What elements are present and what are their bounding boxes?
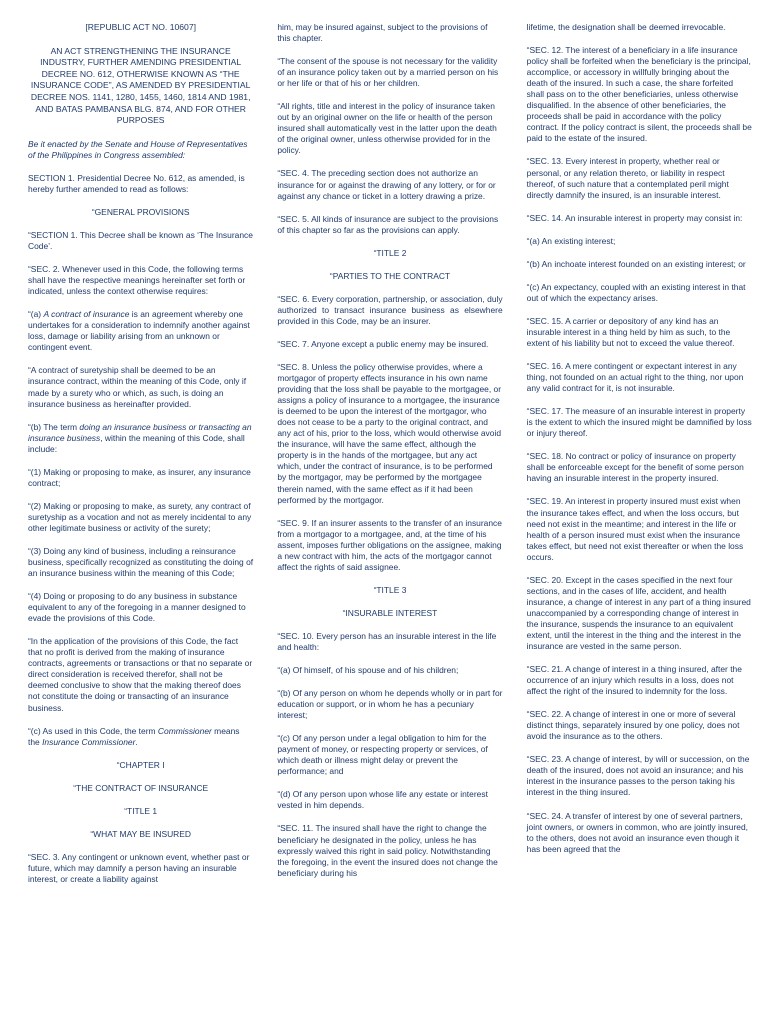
sec-10b: “(b) Of any person on whom he depends wholly or in part for education or support, or in whom he has a pecuniary interest;: [277, 688, 503, 721]
heading-general-provisions: “GENERAL PROVISIONS: [91, 206, 190, 217]
sec-2a: [28, 309, 253, 353]
sec-14c: “(c) An expectancy, coupled with an existing interest in that out of which the expectancy arises.: [526, 281, 746, 303]
sec-10: “SEC. 10. Every person has an insurable interest in the life and health:: [277, 630, 497, 652]
sec-2b-text: , within the meaning of this Code, shall include:: [28, 432, 245, 454]
sec-11: “SEC. 11. The insured shall have the right to change the beneficiary he designated in the policy, unless he has expressly waived this right in said policy. Notwithstanding the foregoing, in the event the insured does not change the beneficiary during his: [277, 823, 498, 878]
item-2: “(2) Making or proposing to make, as surety, any contract of suretyship as a vocation and not as merely incidental to any other legitimate business or activity of the surety;: [28, 500, 252, 533]
sec-22: “SEC. 22. A change of interest in one or more of several distinct things, separately insured by one policy, does not avoid the insurance as to the others.: [526, 709, 740, 742]
sec-8: “SEC. 8. Unless the policy otherwise provides, where a mortgagor of property effects insurance in his own name providing that the loss shall be payable to the mortgagee, or assigns a policy of insurance to a mortgagee, the insurance is deemed to be upon the interest of the mortgagor, who does not cease to be a party to the original contract, and any act of his, prior to the loss, which would otherwise avoid the insurance, will have the same effect, although the property is in the hands of the mortgagee, but any act which, under the contract of insurance, is to be performed by the mortgagor, may be performed by the mortgagee therein named, with the same effect as if it had been performed by the mortgagor.: [277, 361, 502, 505]
sec-18: “SEC. 18. No contract or policy of insurance on property shall be enforceable except for the benefit of some person having an insurable interest in the property insured.: [526, 451, 744, 484]
sec-2c-term-insurance-commissioner: Insurance Commissioner: [42, 736, 136, 747]
sec-13: “SEC. 13. Every interest in property, whether real or personal, or any relation thereto, or liability in respect thereof, of such nature that a contemplated peril might directly damnify the insured, is an insurable interest.: [526, 156, 729, 200]
sec-16: “SEC. 16. A mere contingent or expectant interest in any thing, not founded on an actual right to the thing, nor upon any valid contract for it, is not insurable.: [526, 361, 744, 394]
column-right: [527, 22, 752, 1024]
heading-title-1: “TITLE 1: [124, 805, 158, 816]
sec-4: “SEC. 4. The preceding section does not authorize an insurance for or against the drawing of any lottery, or for or against any chance or ticket in a lottery drawing a prize.: [277, 168, 496, 201]
sec-20: “SEC. 20. Except in the cases specified in the next four sections, and in the cases of life, accident, and health insurance, a change of interest in any part of a thing insured unaccompanied by a corresponding change of interest in the insurance, suspends the insurance to an equivalent extent, until the interest in the thing and the interest in the insurance are vested in the same person.: [526, 574, 751, 652]
sec-6: “SEC. 6. Every corporation, partnership, or association, duly authorized to transact insurance business as elsewhere provided in this Code, may be an insurer.: [277, 293, 503, 326]
sec-14a: “(a) An existing interest;: [526, 235, 616, 246]
act-number: [REPUBLIC ACT NO. 10607]: [85, 22, 196, 32]
sec-9: “SEC. 9. If an insurer assents to the transfer of an insurance from a mortgagor to a mortgagee, and, at the time of his assent, imposes further obligations on the assignee, making a new contract with him, the acts of the mortgagor cannot affect the rights of said assignee.: [277, 517, 502, 572]
sec-10c: “(c) Of any person under a legal obligation to him for the payment of money, or respecting property or services, of which death or illness might delay or prevent the performance; and: [277, 733, 488, 777]
suretyship-paragraph: “A contract of suretyship shall be deemed to be an insurance contract, within the meaning of this Code, only if made by a surety who or which, as such, is doing an insurance business as hereinafter provided.: [28, 365, 247, 409]
sec-21: “SEC. 21. A change of interest in a thing insured, after the occurrence of an injury which results in a loss, does not affect the right of the insured to indemnity for the loss.: [526, 664, 742, 697]
item-1: “(1) Making or proposing to make, as insurer, any insurance contract;: [28, 466, 251, 488]
sec-3-continued: him, may be insured against, subject to the provisions of this chapter.: [277, 22, 488, 44]
heading-chapter-1: “CHAPTER I: [116, 759, 165, 770]
application-paragraph: “In the application of the provisions of this Code, the fact that no profit is derived from the making of insurance contracts, agreements or transactions or that no separate or direct consideration is received therefor, shall not be deemed conclusive to show that the making thereof does not constitute the doing or transacting of an insurance business.: [28, 636, 253, 713]
column-left: [28, 22, 253, 1024]
sec-15: “SEC. 15. A carrier or depository of any kind has an insurable interest in a thing held by him as such, to the extent of his liability but not to exceed the value thereof.: [526, 315, 735, 348]
heading-what-may-be-insured: “WHAT MAY BE INSURED: [90, 828, 191, 839]
heading-insurable-interest: “INSURABLE INTEREST: [342, 607, 438, 618]
sec-2b: [28, 422, 253, 455]
sec-2c-term-commissioner: Commissioner: [157, 725, 212, 736]
sec-10a: “(a) Of himself, of his spouse and of his children;: [277, 665, 459, 676]
sec-14b: “(b) An inchoate interest founded on an existing interest; or: [526, 258, 746, 269]
sec-2a-term: A contract of insurance: [43, 309, 130, 320]
sec-14: “SEC. 14. An insurable interest in property may consist in:: [526, 212, 743, 223]
sec-5: “SEC. 5. All kinds of insurance are subject to the provisions of this chapter so far as the provisions can apply.: [277, 213, 499, 235]
sec-2c-end: .: [135, 736, 138, 747]
sec-23: “SEC. 23. A change of interest, by will or succession, on the death of the insured, does not avoid an insurance; and his interest in the insurance passes to the person taking his interest in the thing insured.: [526, 754, 750, 798]
sec-2b-prefix: “(b) The term: [28, 421, 80, 432]
sec-11-continued: lifetime, the designation shall be deemed irrevocable.: [526, 22, 726, 32]
sec-2c-prefix: “(c) As used in this Code, the term: [28, 725, 158, 736]
item-4: “(4) Doing or proposing to do any business in substance equivalent to any of the foregoing in a manner designed to evade the provisions of this Code.: [28, 591, 246, 624]
section-1: SECTION 1. Presidential Decree No. 612, as amended, is hereby further amended to read as follows:: [28, 172, 245, 194]
column-middle: [277, 22, 502, 1024]
sec-12: “SEC. 12. The interest of a beneficiary in a life insurance policy shall be forfeited when the beneficiary is the principal, accomplice, or accessory in willfully bringing about the death of the insured. In such a case, the share forfeited shall pass on to the other beneficiaries, unless otherwise disqualified. In the absence of other beneficiaries, the proceeds shall be paid in accordance with the policy contract. If the policy contract is silent, the proceeds shall be paid to the estate of the insured.: [526, 45, 752, 144]
heading-contract-of-insurance: “THE CONTRACT OF INSURANCE: [73, 782, 209, 793]
sec-3: “SEC. 3. Any contingent or unknown event, whether past or future, which may damnify a person having an insurable interest, or create a liability against: [28, 851, 250, 884]
spouse-consent-paragraph: “The consent of the spouse is not necessary for the validity of an insurance policy taken out by a married person on his or her life or that of his or her children.: [277, 56, 499, 89]
sec-2a-prefix: “(a): [28, 309, 44, 320]
sec-24: “SEC. 24. A transfer of interest by one of several partners, joint owners, or owners in common, who are jointly insured, to the others, does not avoid an insurance even though it has been agreed that the: [526, 810, 749, 854]
sec-2c-mid: means the: [28, 725, 240, 747]
enacting-clause: Be it enacted by the Senate and House of Representatives of the Philippines in Congress assembled:: [28, 138, 248, 160]
sec-2: “SEC. 2. Whenever used in this Code, the following terms shall have the respective meanings hereinafter set forth or indicated, unless the context otherwise requires:: [28, 264, 246, 297]
sec-2a-text: is an agreement whereby one undertakes for a consideration to indemnify another against loss, damage or liability arising from an unknown or contingent event.: [28, 309, 250, 353]
heading-parties-to-contract: “PARTIES TO THE CONTRACT: [329, 270, 451, 281]
sec-17: “SEC. 17. The measure of an insurable interest in property is the extent to which the insured might be damnified by loss or injury thereof.: [526, 406, 752, 439]
sec-2c: [28, 726, 253, 748]
sec-2b-term: doing an insurance business or transacting an insurance business: [28, 421, 252, 443]
sec-19: “SEC. 19. An interest in property insured must exist when the insurance takes effect, and when the loss occurs, but need not exist in the meantime; and interest in the life or health of a person insured must exist when the insurance takes effect, but need not exist thereafter or when the loss occurs.: [526, 496, 744, 562]
rights-vesting-paragraph: “All rights, title and interest in the policy of insurance taken out by an original owner on the life or health of the person insured shall automatically vest in the latter upon the death of the original owner, unless otherwise provided for in the policy.: [277, 101, 497, 156]
item-3: “(3) Doing any kind of business, including a reinsurance business, specifically recognized as constituting the doing of an insurance business within the meaning of this Code;: [28, 545, 254, 579]
heading-title-3: “TITLE 3: [373, 584, 407, 595]
sec-10d: “(d) Of any person upon whose life any estate or interest vested in him depends.: [277, 789, 488, 811]
sec-7: “SEC. 7. Anyone except a public enemy may be insured.: [277, 338, 489, 349]
act-title: AN ACT STRENGTHENING THE INSURANCE INDUSTRY, FURTHER AMENDING PRESIDENTIAL DECREE NO. 612, OTHERWISE KNOWN AS “THE INSURANCE CODE”, AS AMENDED BY PRESIDENTIAL DECREE NOS. 1141, 1280, 1455, 1460, 1814 AND 1981, AND BATAS PAMBANSA BLG. 874, AND FOR OTHER PURPOSES: [30, 45, 251, 126]
heading-title-2: “TITLE 2: [373, 247, 407, 258]
section-1-code-name: “SECTION 1. This Decree shall be known as ‘The Insurance Code’.: [28, 229, 253, 252]
